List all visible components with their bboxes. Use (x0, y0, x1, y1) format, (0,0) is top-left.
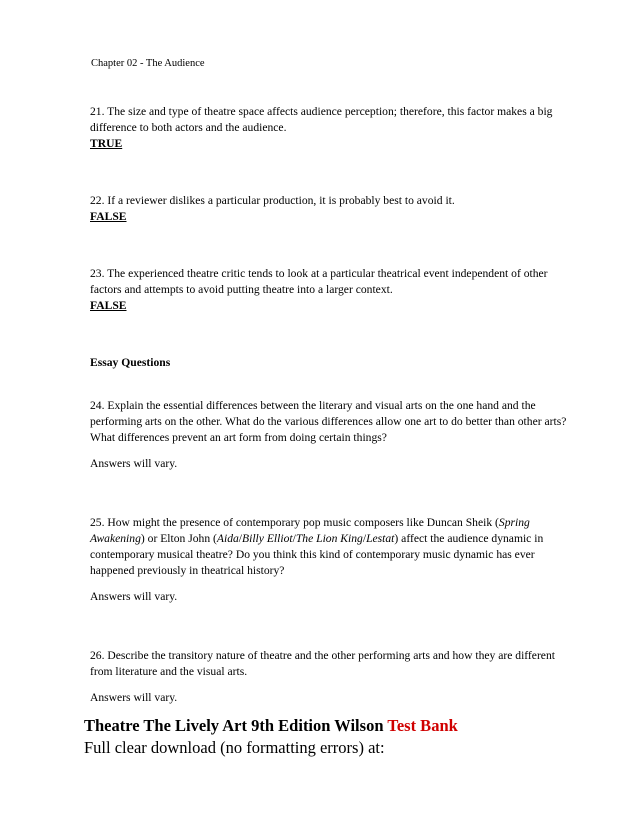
answer-text: Answers will vary. (90, 691, 178, 704)
question-23 (90, 266, 580, 314)
title-italic: Lestat (366, 532, 395, 545)
question-text: 23. The experienced theatre critic tends to look at a particular theatrical event independent of other factors and attempts to avoid putting theatre into a larger context. (90, 267, 548, 296)
section-heading: Essay Questions (90, 356, 171, 369)
title-italic: Aida (216, 532, 239, 545)
essay-question-24: 24. Explain the essential differences between the literary and visual arts on the one hand and the performing arts on the other. What do the various differences allow one art to do better than other arts? What differences prevent an art form from doing certain things? (90, 399, 567, 444)
question-text: ) or Elton John ( (140, 532, 217, 545)
separator: / (238, 532, 243, 545)
separator: / (362, 532, 367, 545)
question-21 (90, 104, 580, 152)
footer-download-line: Full clear download (no formatting errors) at: (84, 738, 385, 757)
answer-label: FALSE (90, 210, 127, 223)
answer-label: TRUE (90, 137, 123, 150)
separator: / (292, 532, 296, 545)
essay-question-25 (90, 515, 580, 579)
footer-title-text: Theatre The Lively Art 9th Edition Wilson (84, 716, 384, 735)
question-text: 25. How might the presence of contemporary pop music composers like Duncan Sheik ( (90, 516, 499, 529)
footer-title (84, 716, 458, 736)
title-italic: Billy Elliot (242, 532, 293, 545)
answer-label: FALSE (90, 299, 127, 312)
question-22 (90, 193, 580, 225)
title-italic: Spring Awakening (90, 516, 530, 545)
page-header: Chapter 02 - The Audience (91, 58, 205, 69)
answer-text: Answers will vary. (90, 457, 178, 470)
essay-question-26: 26. Describe the transitory nature of theatre and the other performing arts and how they are different from literature and the visual arts. (90, 649, 555, 678)
title-italic: The Lion King (295, 532, 363, 545)
footer-title-highlight: Test Bank (387, 716, 458, 735)
answer-text: Answers will vary. (90, 590, 178, 603)
question-text: 22. If a reviewer dislikes a particular production, it is probably best to avoid it. (90, 194, 455, 207)
question-text: ) affect the audience dynamic in contemporary musical theatre? Do you think this kind of contemporary music dynamic has ever happened previously in theatrical history? (90, 532, 544, 577)
question-text: 21. The size and type of theatre space affects audience perception; therefore, this factor makes a big difference to both actors and the audience. (90, 105, 553, 134)
